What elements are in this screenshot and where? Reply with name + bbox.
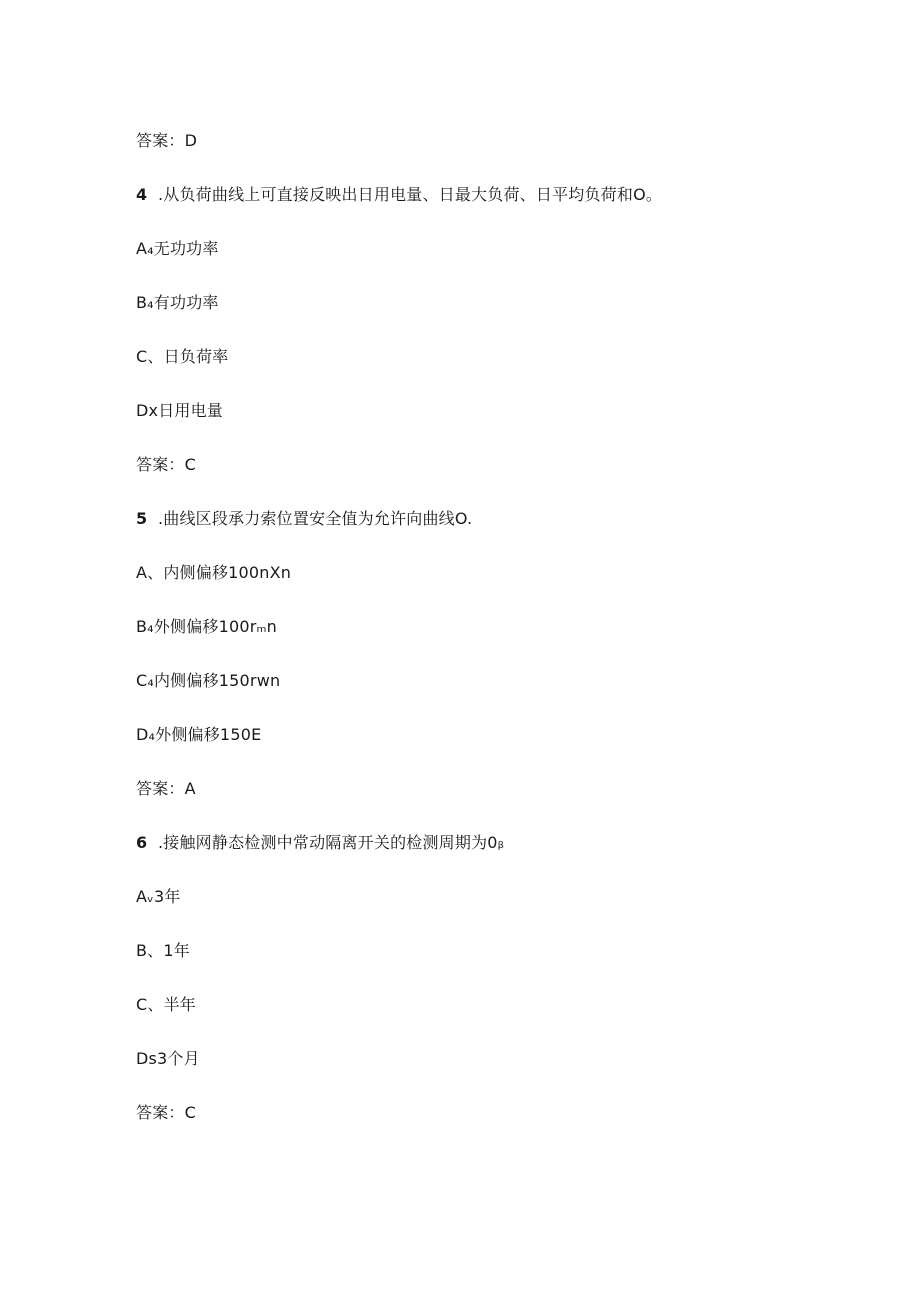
option-line: B、1年: [136, 941, 190, 960]
option-line: A、内侧偏移100nXn: [136, 563, 292, 582]
option-line: D₄外侧偏移150E: [136, 725, 262, 744]
option-line: Aᵥ3年: [136, 887, 181, 906]
option-line: Ds3个月: [136, 1049, 200, 1068]
option-line: A₄无功功率: [136, 239, 219, 258]
answer-line: 答案：D: [136, 131, 198, 150]
question-5: [136, 508, 472, 530]
question-4: [136, 184, 662, 206]
question-text: .从负荷曲线上可直接反映出日用电量、日最大负荷、日平均负荷和O。: [158, 185, 663, 204]
option-line: C、半年: [136, 995, 196, 1014]
question-text: .接触网静态检测中常动隔离开关的检测周期为0ᵦ: [158, 833, 505, 852]
option-line: C、日负荷率: [136, 347, 229, 366]
option-line: B₄有功功率: [136, 293, 219, 312]
question-6: [136, 832, 504, 854]
option-line: B₄外侧偏移100rₘn: [136, 617, 278, 636]
answer-line: 答案：A: [136, 779, 196, 798]
question-number: 6: [136, 833, 148, 852]
option-line: C₄内侧偏移150rwn: [136, 671, 281, 690]
question-text: .曲线区段承力索位置安全值为允许向曲线O.: [158, 509, 473, 528]
question-number: 4: [136, 185, 148, 204]
answer-line: 答案：C: [136, 1103, 196, 1122]
question-number: 5: [136, 509, 148, 528]
answer-line: 答案：C: [136, 455, 196, 474]
option-line: Dx日用电量: [136, 401, 223, 420]
